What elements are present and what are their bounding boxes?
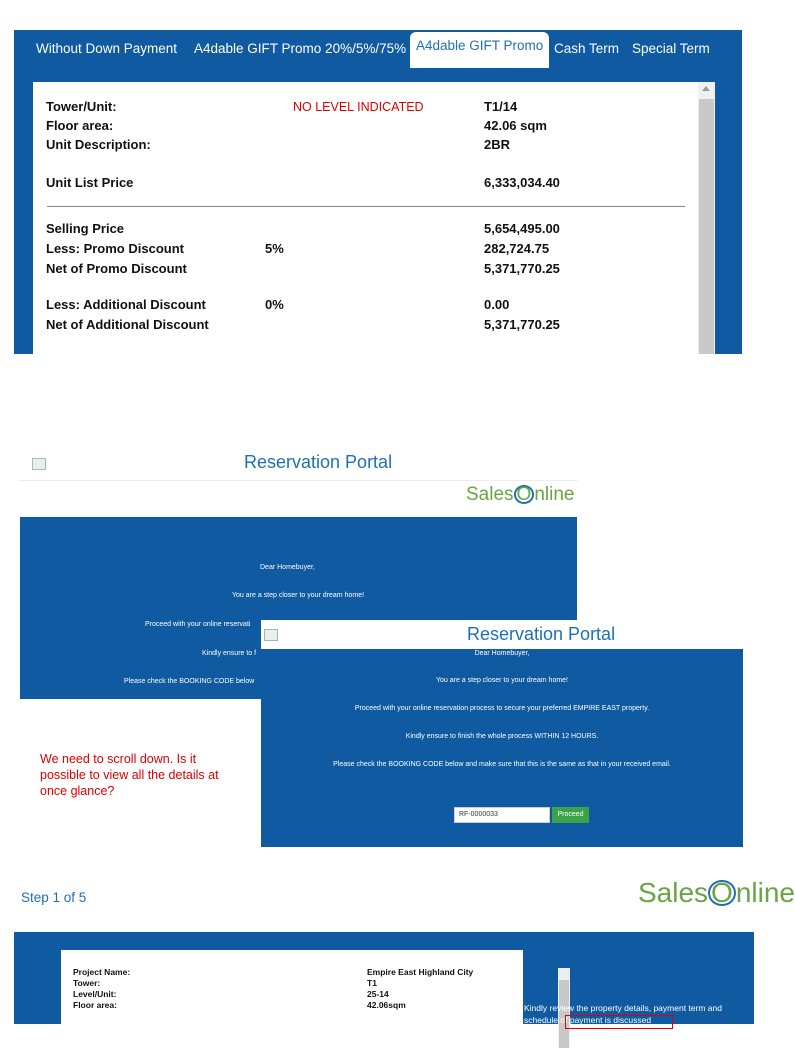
empire-east-logo-icon — [264, 629, 278, 641]
project-name-value: Empire East Highland City — [367, 967, 474, 977]
salesonline-logo-pre: Sales — [466, 484, 514, 505]
net-promo-discount-label: Net of Promo Discount — [46, 261, 187, 276]
selling-price-value: 5,654,495.00 — [484, 221, 560, 236]
greeting-back: Dear Homebuyer, — [260, 564, 315, 571]
selling-price-label: Selling Price — [46, 221, 125, 236]
portal-title-front: Reservation Portal — [467, 624, 616, 644]
divider — [47, 206, 685, 207]
step-closer-back: You are a step closer to your dream home! — [232, 592, 365, 599]
level-note: NO LEVEL INDICATED — [293, 100, 424, 114]
step-indicator: Step 1 of 5 — [21, 890, 87, 905]
floor-area-value: 42.06sqm — [367, 1000, 406, 1010]
salesonline-logo-post: nline — [534, 484, 575, 505]
unit-list-price-label: Unit List Price — [46, 175, 134, 190]
scrollbar-thumb[interactable] — [699, 99, 714, 354]
less-promo-discount-label: Less: Promo Discount — [46, 241, 184, 256]
proceed-text-front: Proceed with your online reservation process to secure your preferred EMPIRE EAST property. — [354, 705, 650, 712]
salesonline-logo-back — [466, 484, 574, 506]
net-additional-discount-value: 5,371,770.25 — [484, 317, 560, 332]
review-instructions: Kindly review the property details, payment term and schedule of payment is discussed — [524, 1003, 722, 1025]
tab-cash-term[interactable]: Cash Term — [554, 41, 620, 56]
payment-term-tabs — [14, 30, 742, 68]
proceed-text-back: Proceed with your online reservati — [145, 621, 251, 628]
salesonline-logo-o: O — [514, 485, 535, 504]
portal-title-back: Reservation Portal — [244, 452, 393, 472]
booking-code-text-back: Please check the BOOKING CODE below — [124, 678, 255, 685]
pricing-panel — [14, 30, 742, 354]
price-details-card — [33, 82, 715, 354]
level-unit-label: Level/Unit: — [73, 989, 117, 999]
greeting-front: Dear Homebuyer, — [474, 650, 530, 657]
scroll-up-arrow-icon[interactable] — [702, 86, 710, 91]
portal-front — [261, 620, 743, 847]
ensure-text-back: Kindly ensure to f — [202, 650, 257, 657]
proceed-button[interactable]: Proceed — [552, 807, 589, 823]
less-additional-discount-label: Less: Additional Discount — [46, 297, 206, 312]
salesonline-logo-step — [638, 877, 795, 909]
floor-area-label: Floor area: — [73, 1000, 117, 1010]
portal-header-front — [261, 620, 743, 649]
review-comment: We need to scroll down. Is it possible to view all the details at once glance? — [40, 752, 219, 798]
tab-a4dable-gift-promo[interactable]: A4dable GIFT Promo — [410, 32, 549, 68]
empire-east-logo-icon — [32, 458, 46, 470]
tab-special-term[interactable]: Special Term — [632, 41, 710, 56]
tab-without-down-payment[interactable]: Without Down Payment — [36, 41, 178, 56]
unit-description-label: Unit Description: — [46, 137, 151, 152]
net-additional-discount-label: Net of Additional Discount — [46, 317, 209, 332]
project-name-label: Project Name: — [73, 967, 131, 977]
step-body — [14, 932, 754, 1024]
tower-label: Tower: — [73, 978, 101, 988]
salesonline-logo-post: nline — [735, 877, 795, 908]
tab-a4dable-gift-promo-split[interactable]: A4dable GIFT Promo 20%/5%/75% — [194, 41, 407, 56]
floor-area-value: 42.06 sqm — [484, 118, 547, 133]
salesonline-logo-pre: Sales — [638, 877, 709, 908]
highlight-box — [565, 1015, 673, 1029]
portal-header-back — [18, 450, 578, 481]
additional-discount-value: 0.00 — [484, 297, 510, 312]
promo-discount-value: 282,724.75 — [484, 241, 550, 256]
ensure-text-front: Kindly ensure to finish the whole process WITHIN 12 HOURS. — [405, 733, 599, 740]
booking-code-input[interactable]: RF-0000033 — [454, 807, 550, 823]
vertical-scrollbar[interactable] — [698, 82, 715, 354]
step-closer-front: You are a step closer to your dream home! — [435, 677, 569, 684]
floor-area-label: Floor area: — [46, 118, 114, 133]
unit-description-value: 2BR — [484, 137, 511, 152]
booking-code-text-front: Please check the BOOKING CODE below and make sure that this is the same as that in your received email. — [333, 761, 671, 768]
salesonline-logo-o: O — [708, 880, 736, 906]
promo-discount-percent: 5% — [265, 241, 284, 256]
tower-unit-label: Tower/Unit: — [46, 99, 117, 114]
additional-discount-percent: 0% — [265, 297, 284, 312]
tower-unit-value: T1/14 — [484, 99, 518, 114]
tower-value: T1 — [367, 978, 377, 988]
property-details-card — [61, 950, 523, 1030]
net-promo-discount-value: 5,371,770.25 — [484, 261, 560, 276]
unit-list-price-value: 6,333,034.40 — [484, 175, 560, 190]
level-unit-value: 25-14 — [367, 989, 389, 999]
